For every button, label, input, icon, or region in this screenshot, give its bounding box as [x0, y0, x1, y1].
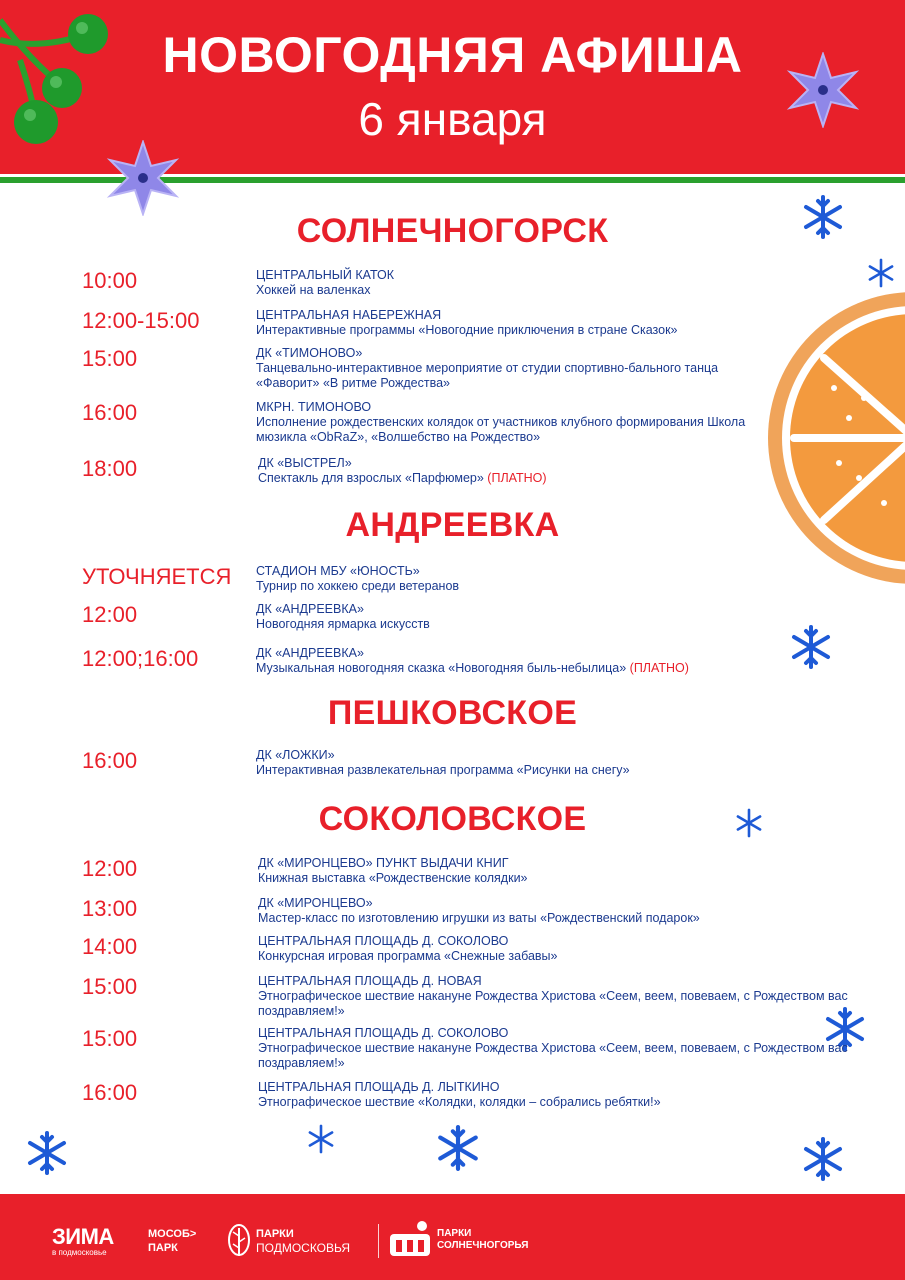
parki-podmoskovya-logo-line2: ПОДМОСКОВЬЯ — [256, 1241, 351, 1255]
footer-banner — [0, 1194, 905, 1280]
snowflake-icon — [434, 1124, 482, 1172]
parki-podmoskovya-icon — [226, 1218, 252, 1258]
event-time: 10:00 — [82, 268, 138, 293]
event-description: Танцевально-интерактивное мероприятие от студии спортивно-бального танца «Фаворит» «В ритме Рождества» — [256, 361, 719, 390]
event-place: ДК «ЛОЖКИ» — [256, 748, 335, 762]
event-place: ЦЕНТРАЛЬНАЯ НАБЕРЕЖНАЯ — [256, 308, 442, 322]
event-description: Музыкальная новогодняя сказка «Новогодняя быль-небылица» — [256, 661, 627, 675]
zima-logo-subtitle: в подмосковье — [52, 1248, 107, 1257]
event-description: Хоккей на валенках — [256, 283, 371, 297]
section-title-solnechnogorsk: СОЛНЕЧНОГОРСК — [296, 212, 609, 250]
event-place: СТАДИОН МБУ «ЮНОСТЬ» — [256, 564, 420, 578]
parki-solnechnogorya-icon — [388, 1218, 432, 1258]
page-date: 6 января — [358, 93, 547, 145]
parki-solnechnogorya-logo-line2: СОЛНЕЧНОГОРЬЯ — [437, 1240, 529, 1251]
event-description: Этнографическое шествие накануне Рождества Христова «Сеем, веем, повеваем, с Рождеством вас поздравляем!» — [258, 989, 848, 1018]
event-place: ДК «ВЫСТРЕЛ» — [258, 456, 352, 470]
event-time: 12:00-15:00 — [82, 308, 200, 333]
event-time: 12:00;16:00 — [82, 646, 199, 671]
event-description: Турнир по хоккею среди ветеранов — [256, 579, 460, 593]
event-place: ДК «МИРОНЦЕВО» — [258, 896, 373, 910]
snowflake-icon — [800, 1136, 846, 1182]
footer-divider — [378, 1224, 379, 1258]
event-time: 13:00 — [82, 896, 138, 921]
event-time: 15:00 — [82, 1026, 138, 1051]
event-time: 15:00 — [82, 346, 138, 371]
section-title-peshkovskoe: ПЕШКОВСКОЕ — [327, 694, 578, 732]
event-description: Интерактивная развлекательная программа «Рисунки на снегу» — [256, 763, 630, 777]
event-place: ДК «ТИМОНОВО» — [256, 346, 363, 360]
event-place: ДК «МИРОНЦЕВО» ПУНКТ ВЫДАЧИ КНИГ — [258, 856, 509, 870]
paid-badge: (ПЛАТНО) — [629, 661, 689, 675]
mosobpark-logo: МОСОБ> — [148, 1228, 197, 1240]
mosobpark-logo-line2: ПАРК — [148, 1242, 178, 1254]
event-place: ЦЕНТРАЛЬНАЯ ПЛОЩАДЬ Д. СОКОЛОВО — [258, 1026, 509, 1040]
event-place: ДК «АНДРЕЕВКА» — [256, 602, 364, 616]
zima-logo: ЗИМА — [52, 1224, 114, 1249]
paid-badge: (ПЛАТНО) — [487, 471, 547, 485]
snowflake-icon — [24, 1130, 70, 1176]
event-description: Интерактивные программы «Новогодние приключения в стране Сказок» — [256, 323, 678, 337]
event-place: ЦЕНТРАЛЬНАЯ ПЛОЩАДЬ Д. НОВАЯ — [258, 974, 482, 988]
event-description: Исполнение рождественских колядок от участников клубного формирования Школа мюзикла «ObRaZ», «Волшебство на Рождество» — [256, 415, 746, 444]
event-time: 12:00 — [82, 856, 138, 881]
star-decoration-icon — [106, 140, 180, 216]
event-time: 16:00 — [82, 400, 138, 425]
section-title-andreevka: АНДРЕЕВКА — [345, 506, 560, 544]
event-description: Мастер-класс по изготовлению игрушки из ваты «Рождественский подарок» — [258, 911, 700, 925]
snowflake-icon — [306, 1124, 336, 1154]
star-decoration-icon — [786, 52, 860, 128]
event-place: ЦЕНТРАЛЬНЫЙ КАТОК — [256, 268, 395, 282]
event-time: 16:00 — [82, 1080, 138, 1105]
event-description: Этнографическое шествие накануне Рождества Христова «Сеем, веем, повеваем, с Рождеством вас поздравляем!» — [258, 1041, 848, 1070]
event-time: 18:00 — [82, 456, 138, 481]
event-time: 12:00 — [82, 602, 138, 627]
event-time: УТОЧНЯЕТСЯ — [82, 564, 232, 589]
event-place: МКРН. ТИМОНОВО — [256, 400, 372, 414]
event-description: Новогодняя ярмарка искусств — [256, 617, 430, 631]
event-time: 16:00 — [82, 748, 138, 773]
event-place: ЦЕНТРАЛЬНАЯ ПЛОЩАДЬ Д. ЛЫТКИНО — [258, 1080, 500, 1094]
event-time: 14:00 — [82, 934, 138, 959]
event-time: 15:00 — [82, 974, 138, 999]
page-title: НОВОГОДНЯЯ АФИША — [162, 27, 743, 83]
event-description: Этнографическое шествие «Колядки, колядки – собрались ребятки!» — [258, 1095, 661, 1109]
event-description: Спектакль для взрослых «Парфюмер» — [258, 471, 484, 485]
section-title-sokolovskoe: СОКОЛОВСКОЕ — [318, 800, 587, 838]
event-place: ДК «АНДРЕЕВКА» — [256, 646, 364, 660]
event-description: Книжная выставка «Рождественские колядки» — [258, 871, 528, 885]
parki-podmoskovya-logo: ПАРКИ — [256, 1228, 294, 1240]
parki-solnechnogorya-logo: ПАРКИ — [437, 1228, 472, 1239]
event-description: Конкурсная игровая программа «Снежные забавы» — [258, 949, 558, 963]
event-place: ЦЕНТРАЛЬНАЯ ПЛОЩАДЬ Д. СОКОЛОВО — [258, 934, 509, 948]
